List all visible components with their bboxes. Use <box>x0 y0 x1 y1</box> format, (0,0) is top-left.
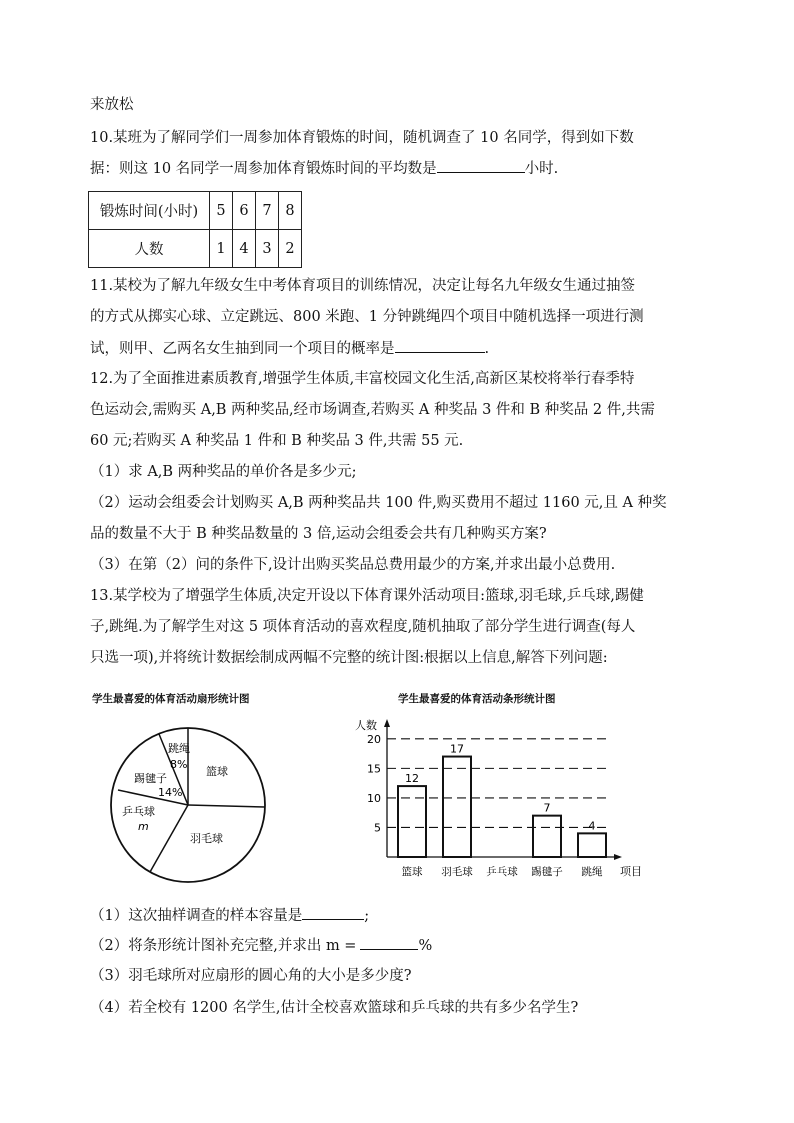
q13-part-1 <box>90 905 369 926</box>
pie-chart-title: 学生最喜爱的体育活动扇形统计图 <box>92 693 250 705</box>
q10-unit: 小时. <box>524 161 559 177</box>
q12-part-2b: 品的数量不大于 B 种奖品数量的 3 倍,运动会组委会共有几种购买方案? <box>90 526 547 542</box>
q10-text: 据：则这 10 名同学一周参加体育锻炼时间的平均数是 <box>90 161 437 177</box>
q11-line-1: 11.某校为了解九年级女生中考体育项目的训练情况，决定让每名九年级女生通过抽签 <box>90 278 636 294</box>
q10-answer-blank[interactable] <box>437 158 525 173</box>
x-tick-label: 羽毛球 <box>441 866 473 878</box>
pie-label-shuttlecock-pct: 14% <box>158 786 183 799</box>
x-tick-label: 跳绳 <box>581 866 603 878</box>
intro-line: 来放松 <box>90 97 134 113</box>
q10-line-2 <box>90 158 558 179</box>
q10-line-1: 10.某班为了解同学们一周参加体育锻炼的时间，随机调查了 10 名同学，得到如下数 <box>90 130 634 146</box>
q12-part-1: （1）求 A,B 两种奖品的单价各是多少元; <box>90 464 357 480</box>
y-tick-label: 10 <box>367 791 381 805</box>
x-tick-label: 踢毽子 <box>531 866 563 878</box>
pie-label-shuttlecock: 踢毽子 <box>134 772 167 785</box>
bar-chart-title: 学生最喜爱的体育活动条形统计图 <box>398 693 556 705</box>
bar-chart-ylabel: 人数 <box>355 719 377 732</box>
table-header-count: 人数 <box>89 230 210 268</box>
pie-label-rope: 跳绳 <box>168 742 190 755</box>
table-cell: 4 <box>233 230 256 268</box>
y-axis-arrow <box>384 719 390 727</box>
bar <box>443 757 471 857</box>
bar-value-label: 4 <box>588 819 596 833</box>
pie-sector-line <box>188 805 265 807</box>
q13-part-3: （3）羽毛球所对应扇形的圆心角的大小是多少度? <box>90 968 412 984</box>
pie-label-rope-pct: 8% <box>170 758 188 771</box>
q13-part-2 <box>90 935 432 956</box>
q11-answer-blank[interactable] <box>395 338 485 353</box>
table-cell: 7 <box>256 192 279 230</box>
pie-label-basketball: 篮球 <box>206 765 228 778</box>
q13-line-3: 只选一项),并将统计数据绘制成两幅不完整的统计图:根据以上信息,解答下列问题: <box>90 650 608 666</box>
pie-label-pingpong-m: m <box>138 820 149 833</box>
q11-period: . <box>484 341 490 357</box>
pie-label-pingpong: 乒乓球 <box>122 805 155 818</box>
bar-chart-xlabel: 项目 <box>620 865 642 878</box>
q11-text: 试，则甲、乙两名女生抽到同一个项目的概率是 <box>90 341 395 357</box>
x-tick-label: 篮球 <box>401 866 423 878</box>
y-tick-label: 20 <box>367 732 381 746</box>
q11-line-3 <box>90 338 489 359</box>
pie-sector-line <box>150 805 188 872</box>
q12-line-3: 60 元;若购买 A 种奖品 1 件和 B 种奖品 3 件,共需 55 元. <box>90 433 464 449</box>
q12-part-2a: （2）运动会组委会计划购买 A,B 两种奖品共 100 件,购买费用不超过 1160 元,且 A 种奖 <box>90 495 667 511</box>
q13-line-1: 13.某学校为了增强学生体质,决定开设以下体育课外活动项目:篮球,羽毛球,乒乓球,踢健 <box>90 588 644 604</box>
q12-line-1: 12.为了全面推进素质教育,增强学生体质,丰富校园文化生活,高新区某校将举行春季特 <box>90 371 635 387</box>
pie-label-badminton: 羽毛球 <box>190 832 223 845</box>
q13-part-1-text: （1）这次抽样调查的样本容量是 <box>90 908 303 924</box>
q13-part-2-text: （2）将条形统计图补充完整,并求出 m = <box>90 938 357 954</box>
pie-chart <box>110 720 290 890</box>
bar-chart <box>345 712 685 892</box>
x-axis-arrow <box>614 854 622 860</box>
table-cell: 8 <box>279 192 302 230</box>
bar-value-label: 12 <box>405 772 419 786</box>
q13-answer-blank-1[interactable] <box>302 905 364 920</box>
table-cell: 6 <box>233 192 256 230</box>
exercise-time-table <box>88 191 302 268</box>
q12-line-2: 色运动会,需购买 A,B 两种奖品,经市场调查,若购买 A 种奖品 3 件和 B 种奖品 2 件,共需 <box>90 402 655 418</box>
q11-line-2: 的方式从掷实心球、立定跳远、800 米跑、1 分钟跳绳四个项目中随机选择一项进行测 <box>90 309 644 325</box>
bar-value-label: 17 <box>450 742 464 756</box>
x-tick-label: 乒乓球 <box>486 866 518 878</box>
table-cell: 1 <box>210 230 233 268</box>
bar-value-label: 7 <box>543 801 551 815</box>
y-tick-label: 5 <box>374 821 381 835</box>
q12-part-3: （3）在第（2）问的条件下,设计出购买奖品总费用最少的方案,并求出最小总费用. <box>90 557 616 573</box>
q13-line-2: 子,跳绳.为了解学生对这 5 项体育活动的喜欢程度,随机抽取了部分学生进行调查(每人 <box>90 619 636 635</box>
q13-part-2-end: % <box>418 938 433 954</box>
table-cell: 3 <box>256 230 279 268</box>
table-cell: 2 <box>279 230 302 268</box>
y-tick-label: 15 <box>367 762 381 776</box>
table-cell: 5 <box>210 192 233 230</box>
table-header-time: 锻炼时间(小时) <box>89 192 210 230</box>
bar <box>533 816 561 857</box>
q13-answer-blank-2[interactable] <box>360 935 418 950</box>
q13-part-4: （4）若全校有 1200 名学生,估计全校喜欢篮球和乒乓球的共有多少名学生? <box>90 1000 579 1016</box>
q13-part-1-end: ; <box>364 908 370 924</box>
bar <box>398 786 426 857</box>
bar <box>578 833 606 857</box>
